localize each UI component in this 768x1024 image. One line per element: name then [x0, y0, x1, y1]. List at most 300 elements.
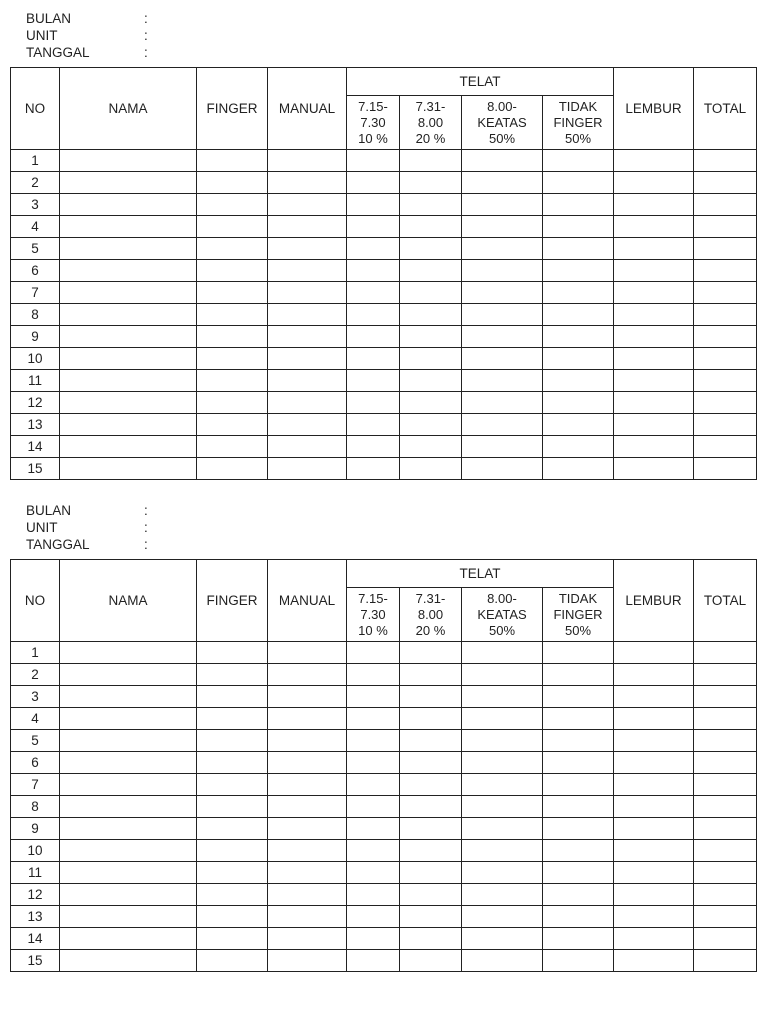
table-cell[interactable] — [694, 150, 757, 172]
table-cell[interactable] — [60, 216, 197, 238]
table-cell[interactable] — [60, 194, 197, 216]
table-cell[interactable] — [400, 150, 462, 172]
table-cell[interactable] — [400, 370, 462, 392]
table-cell[interactable] — [347, 326, 400, 348]
table-cell[interactable] — [347, 774, 400, 796]
table-cell[interactable] — [694, 260, 757, 282]
table-cell[interactable] — [268, 194, 347, 216]
table-cell[interactable] — [614, 348, 694, 370]
table-cell[interactable] — [60, 664, 197, 686]
table-cell[interactable] — [614, 730, 694, 752]
table-cell[interactable] — [462, 238, 543, 260]
table-cell[interactable] — [347, 458, 400, 480]
table-cell[interactable] — [268, 752, 347, 774]
table-cell[interactable] — [400, 730, 462, 752]
table-cell[interactable] — [60, 150, 197, 172]
table-row — [11, 708, 757, 730]
table-cell[interactable] — [197, 458, 268, 480]
table-cell[interactable] — [268, 392, 347, 414]
meta-field — [26, 44, 226, 61]
table-cell[interactable] — [197, 950, 268, 972]
table-cell[interactable] — [268, 436, 347, 458]
table-cell[interactable] — [543, 414, 614, 436]
table-cell[interactable] — [614, 686, 694, 708]
table-cell[interactable] — [400, 414, 462, 436]
table-cell[interactable] — [462, 730, 543, 752]
table-cell[interactable] — [197, 642, 268, 664]
table-cell[interactable] — [197, 260, 268, 282]
table-cell[interactable] — [694, 686, 757, 708]
table-row — [11, 730, 757, 752]
table-cell[interactable] — [400, 172, 462, 194]
table-cell[interactable] — [347, 392, 400, 414]
table-cell[interactable] — [400, 260, 462, 282]
table-cell[interactable] — [347, 950, 400, 972]
table-cell[interactable] — [543, 326, 614, 348]
row-number: 5 — [11, 238, 60, 260]
table-cell[interactable] — [694, 796, 757, 818]
table-cell[interactable] — [462, 906, 543, 928]
table-cell[interactable] — [543, 664, 614, 686]
table-cell[interactable] — [197, 752, 268, 774]
table-cell[interactable] — [400, 326, 462, 348]
table-cell[interactable] — [462, 862, 543, 884]
table-cell[interactable] — [60, 730, 197, 752]
table-cell[interactable] — [543, 458, 614, 480]
table-cell[interactable] — [197, 884, 268, 906]
table-cell[interactable] — [694, 840, 757, 862]
table-cell[interactable] — [462, 414, 543, 436]
table-cell[interactable] — [543, 862, 614, 884]
table-cell[interactable] — [268, 326, 347, 348]
table-row — [11, 172, 757, 194]
table-cell[interactable] — [694, 304, 757, 326]
table-cell[interactable] — [347, 304, 400, 326]
table-cell[interactable] — [347, 686, 400, 708]
table-cell[interactable] — [268, 238, 347, 260]
table-cell[interactable] — [543, 928, 614, 950]
table-cell[interactable] — [462, 928, 543, 950]
table-cell[interactable] — [347, 928, 400, 950]
table-cell[interactable] — [197, 194, 268, 216]
table-cell[interactable] — [268, 282, 347, 304]
table-cell[interactable] — [197, 862, 268, 884]
table-cell[interactable] — [543, 348, 614, 370]
table-cell[interactable] — [347, 150, 400, 172]
table-cell[interactable] — [694, 216, 757, 238]
table-cell[interactable] — [197, 392, 268, 414]
table-cell[interactable] — [694, 708, 757, 730]
table-cell[interactable] — [694, 282, 757, 304]
table-cell[interactable] — [197, 172, 268, 194]
table-cell[interactable] — [694, 436, 757, 458]
table-cell[interactable] — [462, 282, 543, 304]
table-cell[interactable] — [197, 216, 268, 238]
table-cell[interactable] — [543, 304, 614, 326]
table-cell[interactable] — [268, 686, 347, 708]
table-cell[interactable] — [614, 194, 694, 216]
table-cell[interactable] — [197, 326, 268, 348]
table-cell[interactable] — [543, 238, 614, 260]
table-cell[interactable] — [60, 818, 197, 840]
table-cell[interactable] — [347, 216, 400, 238]
table-cell[interactable] — [462, 326, 543, 348]
table-cell[interactable] — [694, 906, 757, 928]
table-cell[interactable] — [197, 708, 268, 730]
table-cell[interactable] — [268, 708, 347, 730]
table-cell[interactable] — [268, 370, 347, 392]
table-cell[interactable] — [60, 326, 197, 348]
table-cell[interactable] — [543, 906, 614, 928]
table-cell[interactable] — [347, 840, 400, 862]
table-row — [11, 752, 757, 774]
table-cell[interactable] — [694, 642, 757, 664]
table-cell[interactable] — [543, 194, 614, 216]
table-cell[interactable] — [197, 282, 268, 304]
table-cell[interactable] — [197, 304, 268, 326]
table-cell[interactable] — [60, 642, 197, 664]
table-cell[interactable] — [462, 172, 543, 194]
table-cell[interactable] — [268, 730, 347, 752]
table-cell[interactable] — [60, 260, 197, 282]
table-cell[interactable] — [400, 348, 462, 370]
meta-colon: : — [144, 503, 148, 518]
row-number: 8 — [11, 304, 60, 326]
table-cell[interactable] — [614, 818, 694, 840]
table-cell[interactable] — [347, 260, 400, 282]
table-cell[interactable] — [60, 392, 197, 414]
table-cell[interactable] — [694, 950, 757, 972]
table-cell[interactable] — [614, 370, 694, 392]
table-cell[interactable] — [543, 392, 614, 414]
table-cell[interactable] — [614, 796, 694, 818]
table-cell[interactable] — [347, 906, 400, 928]
table-cell[interactable] — [462, 304, 543, 326]
table-cell[interactable] — [197, 238, 268, 260]
table-cell[interactable] — [347, 238, 400, 260]
table-cell[interactable] — [400, 862, 462, 884]
table-cell[interactable] — [614, 664, 694, 686]
table-cell[interactable] — [694, 884, 757, 906]
table-cell[interactable] — [347, 796, 400, 818]
table-cell[interactable] — [347, 730, 400, 752]
header-telat-sub-line: 20 % — [415, 130, 446, 146]
table-cell[interactable] — [197, 730, 268, 752]
row-number: 9 — [11, 326, 60, 348]
table-cell[interactable] — [60, 238, 197, 260]
table-cell[interactable] — [694, 348, 757, 370]
table-cell[interactable] — [543, 282, 614, 304]
table-cell[interactable] — [400, 392, 462, 414]
table-cell[interactable] — [694, 194, 757, 216]
table-cell[interactable] — [614, 304, 694, 326]
table-row — [11, 818, 757, 840]
table-cell[interactable] — [197, 928, 268, 950]
table-cell[interactable] — [60, 752, 197, 774]
table-cell[interactable] — [614, 172, 694, 194]
table-cell[interactable] — [268, 950, 347, 972]
table-cell[interactable] — [197, 436, 268, 458]
table-cell[interactable] — [543, 260, 614, 282]
table-cell[interactable] — [694, 370, 757, 392]
table-cell[interactable] — [268, 348, 347, 370]
table-cell[interactable] — [268, 304, 347, 326]
table-cell[interactable] — [614, 642, 694, 664]
table-cell[interactable] — [694, 862, 757, 884]
table-cell[interactable] — [60, 950, 197, 972]
table-cell[interactable] — [400, 304, 462, 326]
table-cell[interactable] — [543, 796, 614, 818]
table-cell[interactable] — [347, 172, 400, 194]
table-cell[interactable] — [543, 950, 614, 972]
table-cell[interactable] — [268, 150, 347, 172]
table-cell[interactable] — [197, 686, 268, 708]
meta-field — [26, 27, 226, 44]
header-telat-sub-line: 10 % — [358, 622, 388, 638]
table-cell[interactable] — [543, 216, 614, 238]
table-cell[interactable] — [347, 194, 400, 216]
table-cell[interactable] — [614, 708, 694, 730]
table-cell[interactable] — [614, 840, 694, 862]
table-cell[interactable] — [694, 414, 757, 436]
table-cell[interactable] — [197, 796, 268, 818]
table-cell[interactable] — [462, 818, 543, 840]
table-cell[interactable] — [462, 774, 543, 796]
table-cell[interactable] — [347, 884, 400, 906]
table-cell[interactable] — [694, 664, 757, 686]
table-cell[interactable] — [268, 216, 347, 238]
table-cell[interactable] — [400, 238, 462, 260]
table-cell[interactable] — [614, 862, 694, 884]
table-cell[interactable] — [694, 392, 757, 414]
table-cell[interactable] — [614, 414, 694, 436]
table-cell[interactable] — [347, 642, 400, 664]
table-cell[interactable] — [268, 642, 347, 664]
table-row — [11, 928, 757, 950]
table-cell[interactable] — [60, 906, 197, 928]
table-cell[interactable] — [268, 884, 347, 906]
table-cell[interactable] — [347, 348, 400, 370]
table-cell[interactable] — [60, 304, 197, 326]
table-cell[interactable] — [694, 928, 757, 950]
table-row — [11, 884, 757, 906]
table-cell[interactable] — [694, 458, 757, 480]
table-cell[interactable] — [543, 172, 614, 194]
table-cell[interactable] — [400, 774, 462, 796]
table-cell[interactable] — [60, 884, 197, 906]
table-cell[interactable] — [197, 774, 268, 796]
row-number: 13 — [11, 414, 60, 436]
table-cell[interactable] — [60, 708, 197, 730]
table-cell[interactable] — [462, 642, 543, 664]
header-telat-sub-line: 7.30 — [360, 114, 386, 130]
header-telat-sub-line: 8.00- — [487, 590, 517, 606]
table-cell[interactable] — [614, 238, 694, 260]
table-cell[interactable] — [197, 840, 268, 862]
table-cell[interactable] — [197, 818, 268, 840]
table-cell[interactable] — [462, 458, 543, 480]
meta-label: UNIT — [26, 520, 58, 535]
table-cell[interactable] — [543, 708, 614, 730]
row-number: 2 — [11, 172, 60, 194]
table-cell[interactable] — [462, 260, 543, 282]
table-cell[interactable] — [60, 172, 197, 194]
table-cell[interactable] — [543, 752, 614, 774]
table-row — [11, 436, 757, 458]
table-cell[interactable] — [543, 774, 614, 796]
table-cell[interactable] — [197, 150, 268, 172]
table-cell[interactable] — [543, 884, 614, 906]
table-cell[interactable] — [197, 664, 268, 686]
table-cell[interactable] — [347, 818, 400, 840]
table-cell[interactable] — [462, 348, 543, 370]
header-telat-sub-line: 7.31- — [415, 590, 446, 606]
table-cell[interactable] — [268, 928, 347, 950]
table-cell[interactable] — [60, 370, 197, 392]
header-telat-sub-line: 50% — [488, 622, 516, 638]
table-cell[interactable] — [268, 906, 347, 928]
table-cell[interactable] — [268, 774, 347, 796]
table-cell[interactable] — [543, 370, 614, 392]
table-cell[interactable] — [614, 906, 694, 928]
table-cell[interactable] — [60, 414, 197, 436]
table-cell[interactable] — [462, 884, 543, 906]
table-cell[interactable] — [400, 928, 462, 950]
table-cell[interactable] — [60, 796, 197, 818]
table-cell[interactable] — [543, 840, 614, 862]
table-cell[interactable] — [543, 642, 614, 664]
table-cell[interactable] — [614, 884, 694, 906]
table-cell[interactable] — [462, 664, 543, 686]
table-cell[interactable] — [400, 884, 462, 906]
table-cell[interactable] — [462, 436, 543, 458]
table-cell[interactable] — [60, 840, 197, 862]
table-cell[interactable] — [400, 752, 462, 774]
table-cell[interactable] — [268, 840, 347, 862]
table-cell[interactable] — [614, 392, 694, 414]
table-cell[interactable] — [400, 818, 462, 840]
table-cell[interactable] — [614, 774, 694, 796]
table-cell[interactable] — [614, 458, 694, 480]
table-cell[interactable] — [268, 796, 347, 818]
header-telat-sub-line: KEATAS — [477, 114, 527, 130]
table-cell[interactable] — [347, 752, 400, 774]
table-cell[interactable] — [197, 348, 268, 370]
table-cell[interactable] — [462, 392, 543, 414]
table-cell[interactable] — [60, 862, 197, 884]
table-cell[interactable] — [694, 172, 757, 194]
table-cell[interactable] — [462, 796, 543, 818]
table-cell[interactable] — [462, 708, 543, 730]
table-cell[interactable] — [197, 414, 268, 436]
table-cell[interactable] — [400, 796, 462, 818]
table-cell[interactable] — [347, 708, 400, 730]
table-cell[interactable] — [347, 370, 400, 392]
table-cell[interactable] — [462, 840, 543, 862]
table-cell[interactable] — [614, 752, 694, 774]
table-cell[interactable] — [347, 862, 400, 884]
table-cell[interactable] — [268, 260, 347, 282]
table-cell[interactable] — [268, 414, 347, 436]
table-cell[interactable] — [347, 414, 400, 436]
table-cell[interactable] — [60, 458, 197, 480]
table-cell[interactable] — [462, 686, 543, 708]
table-cell[interactable] — [347, 436, 400, 458]
table-cell[interactable] — [614, 216, 694, 238]
header-row — [11, 68, 757, 96]
table-cell[interactable] — [400, 664, 462, 686]
table-cell[interactable] — [400, 686, 462, 708]
table-cell[interactable] — [347, 664, 400, 686]
table-cell[interactable] — [400, 950, 462, 972]
table-cell[interactable] — [694, 774, 757, 796]
table-cell[interactable] — [400, 282, 462, 304]
table-cell[interactable] — [400, 840, 462, 862]
table-cell[interactable] — [462, 950, 543, 972]
table-cell[interactable] — [268, 818, 347, 840]
table-cell[interactable] — [694, 730, 757, 752]
table-cell[interactable] — [400, 194, 462, 216]
table-cell[interactable] — [614, 436, 694, 458]
table-cell[interactable] — [268, 664, 347, 686]
header-finger: FINGER — [197, 68, 268, 150]
table-cell[interactable] — [400, 708, 462, 730]
table-cell[interactable] — [60, 686, 197, 708]
table-cell[interactable] — [614, 326, 694, 348]
table-cell[interactable] — [694, 326, 757, 348]
table-cell[interactable] — [614, 928, 694, 950]
table-cell[interactable] — [60, 436, 197, 458]
row-number: 4 — [11, 708, 60, 730]
table-cell[interactable] — [268, 458, 347, 480]
table-cell[interactable] — [462, 150, 543, 172]
table-cell[interactable] — [462, 216, 543, 238]
table-cell[interactable] — [347, 282, 400, 304]
table-cell[interactable] — [543, 686, 614, 708]
table-cell[interactable] — [614, 282, 694, 304]
table-cell[interactable] — [197, 370, 268, 392]
table-cell[interactable] — [400, 216, 462, 238]
table-cell[interactable] — [197, 906, 268, 928]
table-cell[interactable] — [462, 370, 543, 392]
table-cell[interactable] — [268, 862, 347, 884]
table-cell[interactable] — [462, 752, 543, 774]
header-nama: NAMA — [60, 560, 197, 642]
table-cell[interactable] — [400, 642, 462, 664]
table-cell[interactable] — [60, 774, 197, 796]
table-cell[interactable] — [694, 752, 757, 774]
table-cell[interactable] — [400, 906, 462, 928]
table-cell[interactable] — [268, 172, 347, 194]
table-cell[interactable] — [60, 282, 197, 304]
table-cell[interactable] — [60, 928, 197, 950]
table-cell[interactable] — [614, 950, 694, 972]
table-cell[interactable] — [543, 730, 614, 752]
table-cell[interactable] — [400, 458, 462, 480]
table-cell[interactable] — [614, 260, 694, 282]
table-cell[interactable] — [614, 150, 694, 172]
table-cell[interactable] — [462, 194, 543, 216]
table-cell[interactable] — [694, 238, 757, 260]
row-number: 1 — [11, 642, 60, 664]
table-cell[interactable] — [543, 818, 614, 840]
table-cell[interactable] — [60, 348, 197, 370]
table-cell[interactable] — [543, 436, 614, 458]
table-cell[interactable] — [694, 818, 757, 840]
table-cell[interactable] — [543, 150, 614, 172]
table-cell[interactable] — [400, 436, 462, 458]
header-no: NO — [11, 68, 60, 150]
